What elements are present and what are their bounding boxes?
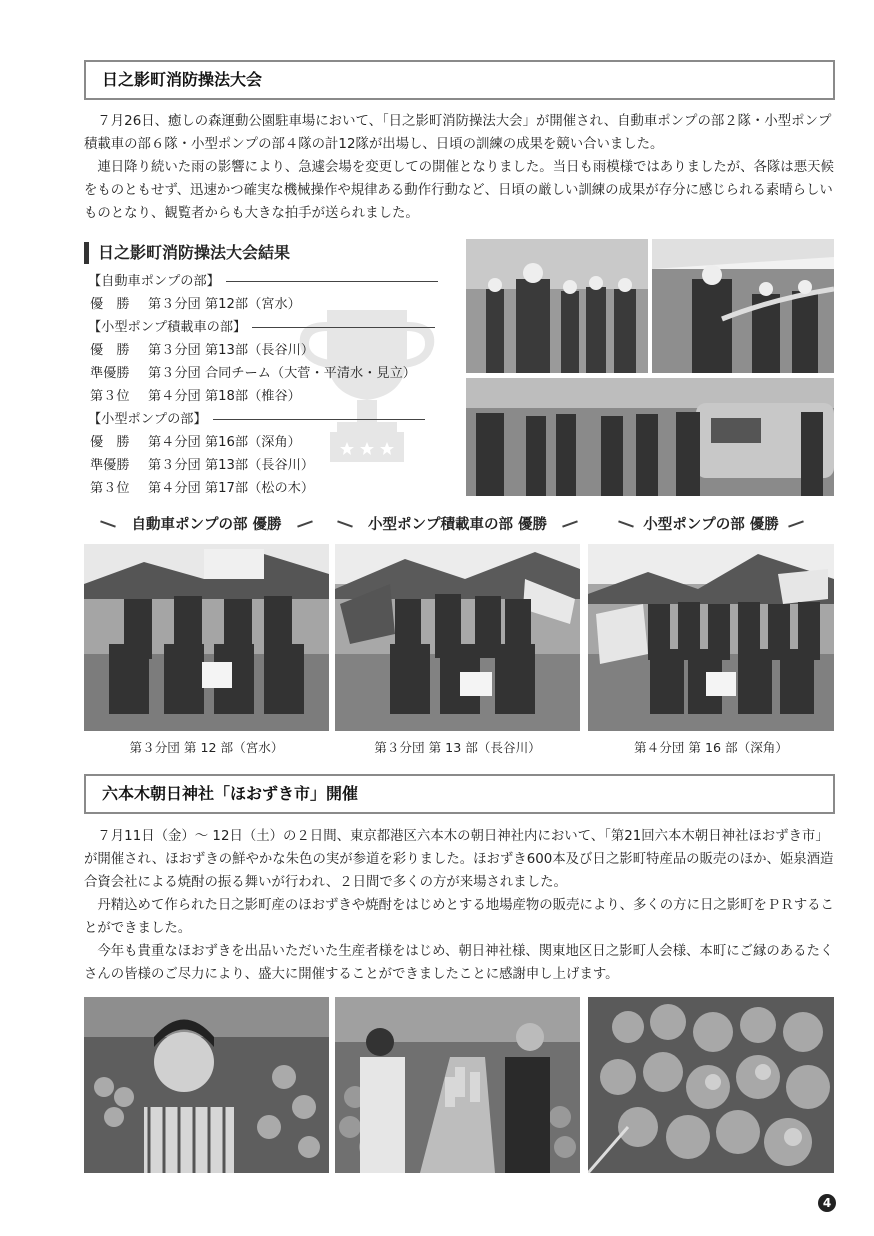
title-flourish — [618, 520, 634, 527]
winner-title-text: 自動車ポンプの部 優勝 — [131, 517, 282, 533]
category-label: 【小型ポンプの部】 — [88, 412, 207, 427]
photo-hozuki-girl — [84, 997, 329, 1173]
title-flourish — [788, 520, 804, 527]
result-row — [90, 454, 314, 477]
result-row — [90, 477, 314, 500]
fire-drill-paragraph-2: 連日降り続いた雨の影響により、急遽会場を変更しての開催となりました。当日も雨模様ではありましたが、各隊は悪天候をものともせず、迅速かつ確実な機械操作や規律ある動作行動など、日頃の厳しい訓練の成果が存分に感じられる素晴らしいものとなり、観覧者からも大きな拍手が送られました。 — [84, 160, 834, 221]
result-rank: 優 勝 — [90, 343, 130, 358]
result-rank: 準優勝 — [90, 366, 130, 381]
result-row — [90, 293, 301, 316]
result-rank: 優 勝 — [90, 435, 130, 450]
category-label: 【小型ポンプ積載車の部】 — [88, 320, 247, 335]
category-rule — [252, 327, 435, 328]
result-team: 第４分団 第16部（深角） — [148, 435, 301, 450]
title-flourish — [337, 520, 353, 527]
page-number: 4 — [818, 1194, 836, 1212]
result-team: 第３分団 第13部（長谷川） — [148, 458, 315, 473]
result-team: 第３分団 合同チーム（大菅・平清水・見立） — [148, 366, 416, 381]
result-team: 第４分団 第17部（松の木） — [148, 481, 315, 496]
result-team: 第３分団 第12部（宮水） — [148, 297, 301, 312]
results-heading-text: 日之影町消防操法大会結果 — [98, 243, 291, 262]
hozuki-paragraph-3: 今年も貴重なほおずきを出品いただいた生産者様をはじめ、朝日神社様、関東地区日之影町人会様、本町にご縁のあるたくさんの皆様のご尽力により、盛大に開催することができましたことに感謝申し上げます。 — [84, 944, 834, 982]
result-row — [90, 385, 301, 408]
winner-caption-3: 第４分団 第 16 部（深角） — [634, 740, 788, 755]
section-title-fire-drill: 日之影町消防操法大会 — [84, 60, 835, 100]
heading-bar — [84, 242, 89, 264]
category-rule — [226, 281, 438, 282]
category-kogata-sekisai — [88, 316, 435, 339]
category-rule — [213, 419, 425, 420]
winner-title-2 — [335, 512, 580, 538]
winner-caption-2: 第３分団 第 13 部（長谷川） — [374, 740, 541, 755]
winner-title-text: 小型ポンプの部 優勝 — [643, 517, 779, 533]
section-title-hozuki-market: 六本木朝日神社「ほおずき市」開催 — [84, 774, 835, 814]
result-rank: 第３位 — [90, 389, 130, 404]
winner-title-text: 小型ポンプ積載車の部 優勝 — [367, 517, 548, 533]
photo-winner-sekisai — [335, 544, 580, 731]
result-team: 第３分団 第13部（長谷川） — [148, 343, 315, 358]
hozuki-paragraph-1: ７月11日（金）～ 12日（土）の２日間、東京都港区六本木の朝日神社内において、「第21回六本木朝日神社ほおずき市」が開催され、ほおずきの鮮やかな朱色の実が参道を彩りました。ほおずき600本及び日之影町特産品の販売のほか、姫泉酒造合資会社による焼酎の振る舞いが行われ、２日間で多くの方が来場されました。 — [84, 829, 834, 890]
photo-hozuki-visitors — [335, 997, 580, 1173]
result-row — [90, 362, 416, 385]
title-flourish — [562, 520, 578, 527]
hozuki-article — [84, 825, 835, 986]
photo-drill-lineup — [466, 378, 834, 496]
category-label: 【自動車ポンプの部】 — [88, 274, 220, 289]
result-team: 第４分団 第18部（椎谷） — [148, 389, 301, 404]
fire-drill-article — [84, 110, 835, 225]
result-rank: 優 勝 — [90, 297, 130, 312]
hozuki-paragraph-2: 丹精込めて作られた日之影町産のほおずきや焼酎をはじめとする地場産物の販売により、多くの方に日之影町をＰＲすることができました。 — [84, 898, 834, 936]
winner-caption-1: 第３分団 第 12 部（宮水） — [129, 740, 284, 755]
fire-drill-paragraph-1: ７月26日、癒しの森運動公園駐車場において、「日之影町消防操法大会」が開催され、自動車ポンプの部２隊・小型ポンプ積載車の部６隊・小型ポンプの部４隊の計12隊が出場し、日頃の訓練の成果を競い合いました。 — [84, 114, 832, 152]
photo-drill-salute — [466, 239, 648, 373]
result-row — [90, 431, 301, 454]
winner-title-3 — [588, 512, 834, 538]
photo-winner-kogata — [588, 544, 834, 731]
result-rank: 第３位 — [90, 481, 130, 496]
photo-drill-hose — [652, 239, 834, 373]
result-rank: 準優勝 — [90, 458, 130, 473]
photo-winner-jidosha — [84, 544, 329, 731]
category-kogata-pump — [88, 408, 425, 431]
title-flourish — [100, 520, 116, 527]
results-heading — [84, 240, 444, 266]
category-jidosha-pump — [88, 270, 438, 293]
result-row — [90, 339, 314, 362]
title-flourish — [297, 520, 313, 527]
winner-title-1 — [84, 512, 329, 538]
photo-hozuki-lanterns — [588, 997, 834, 1173]
